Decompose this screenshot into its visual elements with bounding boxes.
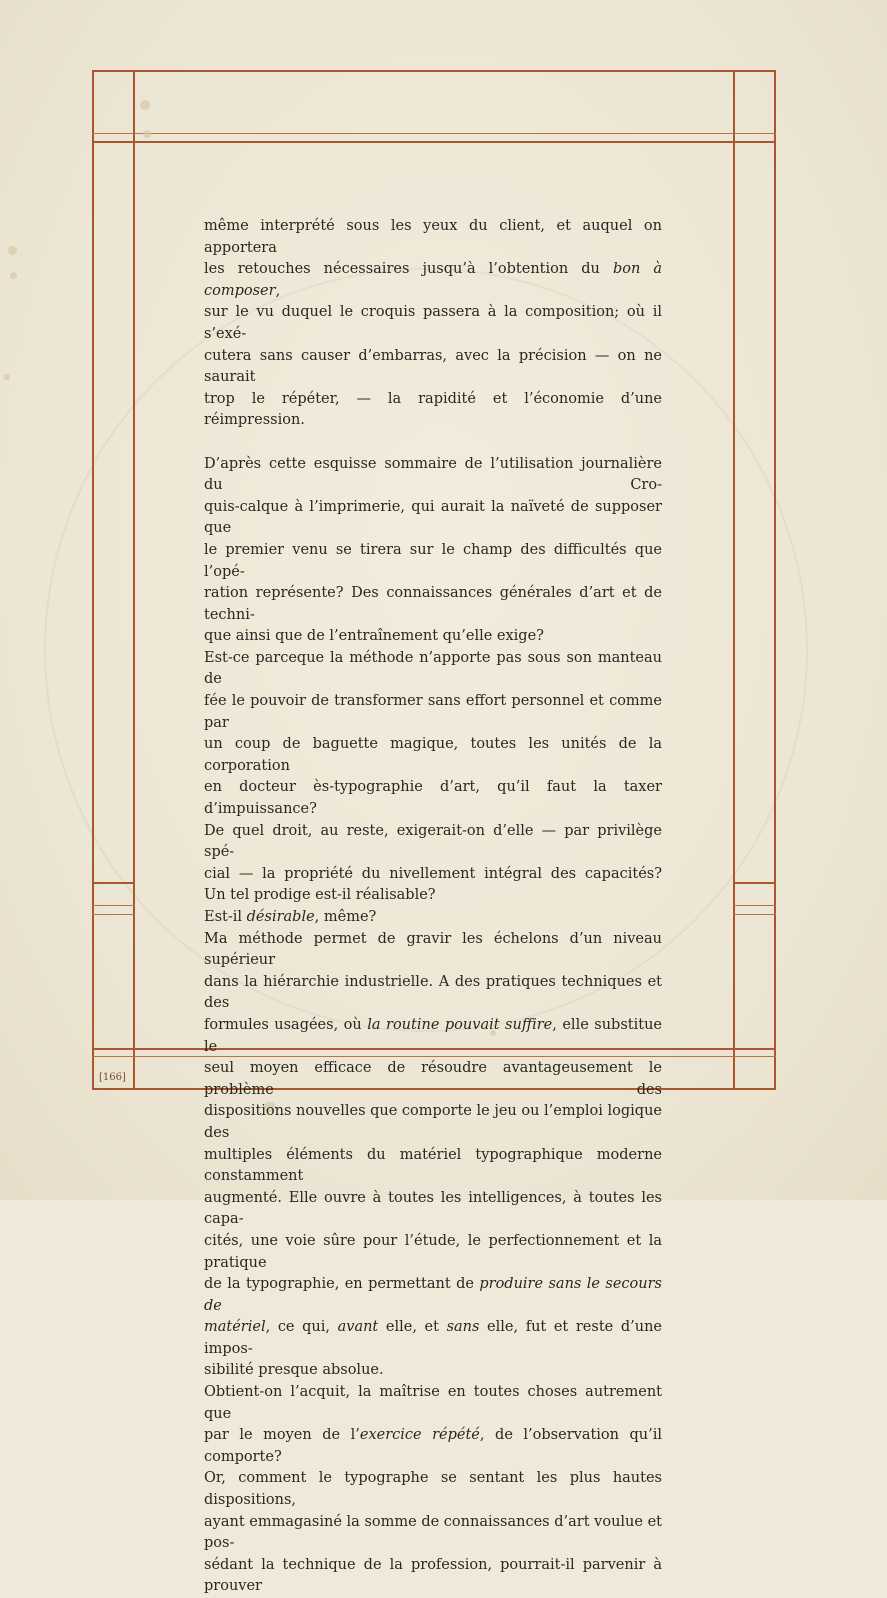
text-line bbox=[204, 497, 662, 540]
text-segment: ayant emmagasiné la somme de connaissances d’art voulue et pos- bbox=[204, 1513, 662, 1552]
side-mark-right-3 bbox=[733, 914, 776, 915]
text-segment: dans la hiérarchie industrielle. A des pratiques techniques et des bbox=[204, 973, 662, 1012]
text-line bbox=[204, 583, 662, 626]
header-rule-1 bbox=[92, 133, 776, 134]
text-segment: De quel droit, au reste, exigerait-on d’elle — par privilège spé- bbox=[204, 822, 662, 861]
text-segment: seul moyen efficace de résoudre avantageusement le problème des bbox=[204, 1060, 662, 1098]
text-line bbox=[204, 1512, 662, 1555]
foxing-spot bbox=[143, 130, 151, 138]
italic-text: la routine pouvait suffire bbox=[367, 1016, 553, 1033]
text-segment: les retouches nécessaires jusqu’à l’obtention du bbox=[204, 261, 613, 278]
text-segment: elle, fut et reste d’une impos- bbox=[204, 1319, 662, 1357]
text-segment: Est-il bbox=[204, 909, 247, 925]
text-line bbox=[204, 1382, 662, 1425]
side-mark-left-2 bbox=[92, 905, 135, 906]
text-line bbox=[204, 1015, 662, 1058]
italic-text: exercice répété bbox=[359, 1427, 480, 1444]
header-rule-2 bbox=[92, 141, 776, 143]
text-segment: multiples éléments du matériel typographique moderne constamment bbox=[204, 1146, 662, 1185]
side-mark-left-1 bbox=[92, 882, 135, 884]
text-line bbox=[204, 734, 662, 777]
text-line bbox=[204, 1145, 662, 1188]
text-line bbox=[204, 346, 662, 389]
text-line bbox=[204, 885, 662, 907]
text-segment: Ma méthode permet de gravir les échelons d’un niveau supérieur bbox=[204, 930, 662, 969]
text-segment: elle, et bbox=[378, 1319, 447, 1336]
frame-left-rule bbox=[92, 70, 94, 1090]
italic-text: sans bbox=[446, 1319, 480, 1336]
text-segment: que ainsi que de l’entraînement qu’elle exige? bbox=[204, 628, 544, 645]
text-line bbox=[204, 259, 662, 302]
text-line bbox=[204, 302, 662, 345]
text-segment: Or, comment le typographe se sentant les plus hautes dispositions, bbox=[204, 1470, 662, 1509]
foxing-spot bbox=[140, 100, 150, 110]
text-line bbox=[204, 1188, 662, 1231]
text-line bbox=[204, 454, 662, 497]
italic-text: bon à composer bbox=[204, 261, 662, 299]
text-line bbox=[204, 1468, 662, 1511]
text-segment: sur le vu duquel le croquis passera à la composition; où il s’exé- bbox=[204, 304, 662, 342]
text-line bbox=[204, 907, 662, 929]
text-segment: sédant la technique de la profession, pourrait-il parvenir à prouver bbox=[204, 1556, 662, 1595]
text-segment: formules usagées, où bbox=[204, 1016, 368, 1033]
text-segment: cial — la propriété du nivellement intégral des capacités? bbox=[204, 865, 662, 882]
text-line bbox=[204, 1101, 662, 1144]
text-segment: cutera sans causer d’embarras, avec la précision — on ne saurait bbox=[204, 347, 662, 386]
text-line bbox=[204, 216, 662, 259]
italic-text: matériel bbox=[204, 1319, 266, 1336]
text-segment: fée le pouvoir de transformer sans effort personnel et comme par bbox=[204, 693, 662, 731]
text-segment: cités, une voie sûre pour l’étude, le perfectionnement et la pratique bbox=[204, 1232, 662, 1271]
text-segment: Un tel prodige est-il réalisable? bbox=[204, 887, 436, 904]
text-line bbox=[204, 1058, 662, 1101]
side-mark-right-2 bbox=[733, 905, 776, 906]
text-line bbox=[204, 1317, 662, 1360]
text-segment: augmenté. Elle ouvre à toutes les intelligences, à toutes les capa- bbox=[204, 1189, 662, 1228]
text-line bbox=[204, 1274, 662, 1317]
text-segment: un coup de baguette magique, toutes les unités de la corporation bbox=[204, 736, 662, 774]
text-segment: D’après cette esquisse sommaire de l’utilisation journalière du Cro- bbox=[204, 455, 662, 494]
text-segment: , même? bbox=[314, 909, 377, 925]
text-segment: par le moyen de l’ bbox=[204, 1427, 360, 1444]
italic-text: avant bbox=[337, 1319, 379, 1336]
text-segment: trop le répéter, — la rapidité et l’économie d’une réimpression. bbox=[204, 390, 662, 429]
text-segment: , elle substitue le bbox=[204, 1016, 662, 1055]
text-segment: Obtient-on l’acquit, la maîtrise en toutes choses autrement que bbox=[204, 1384, 662, 1422]
text-segment: en docteur ès-typographie d’art, qu’il faut la taxer d’impuissance? bbox=[204, 779, 662, 818]
italic-text: produire sans le secours de bbox=[204, 1276, 662, 1314]
inner-right-rule bbox=[733, 70, 735, 1090]
text-line bbox=[204, 648, 662, 691]
text-line bbox=[204, 626, 662, 648]
inner-left-rule bbox=[133, 70, 135, 1090]
text-segment: quis-calque à l’imprimerie, qui aurait la naïveté de supposer que bbox=[204, 498, 662, 537]
text-line bbox=[204, 821, 662, 864]
text-line bbox=[204, 1231, 662, 1274]
text-segment: ration représente? Des connaissances générales d’art et de techni- bbox=[204, 585, 662, 623]
text-segment: , de l’observation qu’il comporte? bbox=[204, 1427, 663, 1465]
frame-top-rule bbox=[92, 70, 776, 72]
text-segment: même interprété sous les yeux du client, et auquel on apportera bbox=[204, 218, 662, 256]
text-line bbox=[204, 691, 662, 734]
text-line bbox=[204, 777, 662, 820]
text-line bbox=[204, 1425, 662, 1468]
text-line bbox=[204, 864, 662, 886]
text-segment: de la typographie, en permettant de bbox=[204, 1276, 480, 1293]
text-line bbox=[204, 1360, 662, 1382]
text-line bbox=[204, 540, 662, 583]
text-line bbox=[204, 929, 662, 972]
side-mark-right-1 bbox=[733, 882, 776, 884]
italic-text: désirable bbox=[246, 909, 315, 925]
body-text bbox=[204, 216, 662, 1598]
page-number: [166] bbox=[99, 1072, 126, 1083]
side-mark-left-3 bbox=[92, 914, 135, 915]
text-line bbox=[204, 1555, 662, 1598]
foxing-spot bbox=[8, 246, 17, 255]
text-segment: sibilité presque absolue. bbox=[204, 1362, 384, 1379]
text-segment: dispositions nouvelles que comporte le jeu ou l’emploi logique des bbox=[204, 1103, 662, 1141]
text-segment: le premier venu se tirera sur le champ des difficultés que l’opé- bbox=[204, 541, 662, 580]
text-segment: Est-ce parceque la méthode n’apporte pas sous son manteau de bbox=[204, 649, 662, 688]
text-line bbox=[204, 972, 662, 1015]
foxing-spot bbox=[10, 272, 17, 279]
foxing-spot bbox=[4, 374, 10, 380]
text-line bbox=[204, 389, 662, 432]
text-segment: , ce qui, bbox=[265, 1319, 338, 1336]
text-segment: , bbox=[275, 282, 281, 299]
paragraph bbox=[204, 216, 662, 432]
paragraph bbox=[204, 454, 662, 1598]
frame-right-rule bbox=[774, 70, 776, 1090]
